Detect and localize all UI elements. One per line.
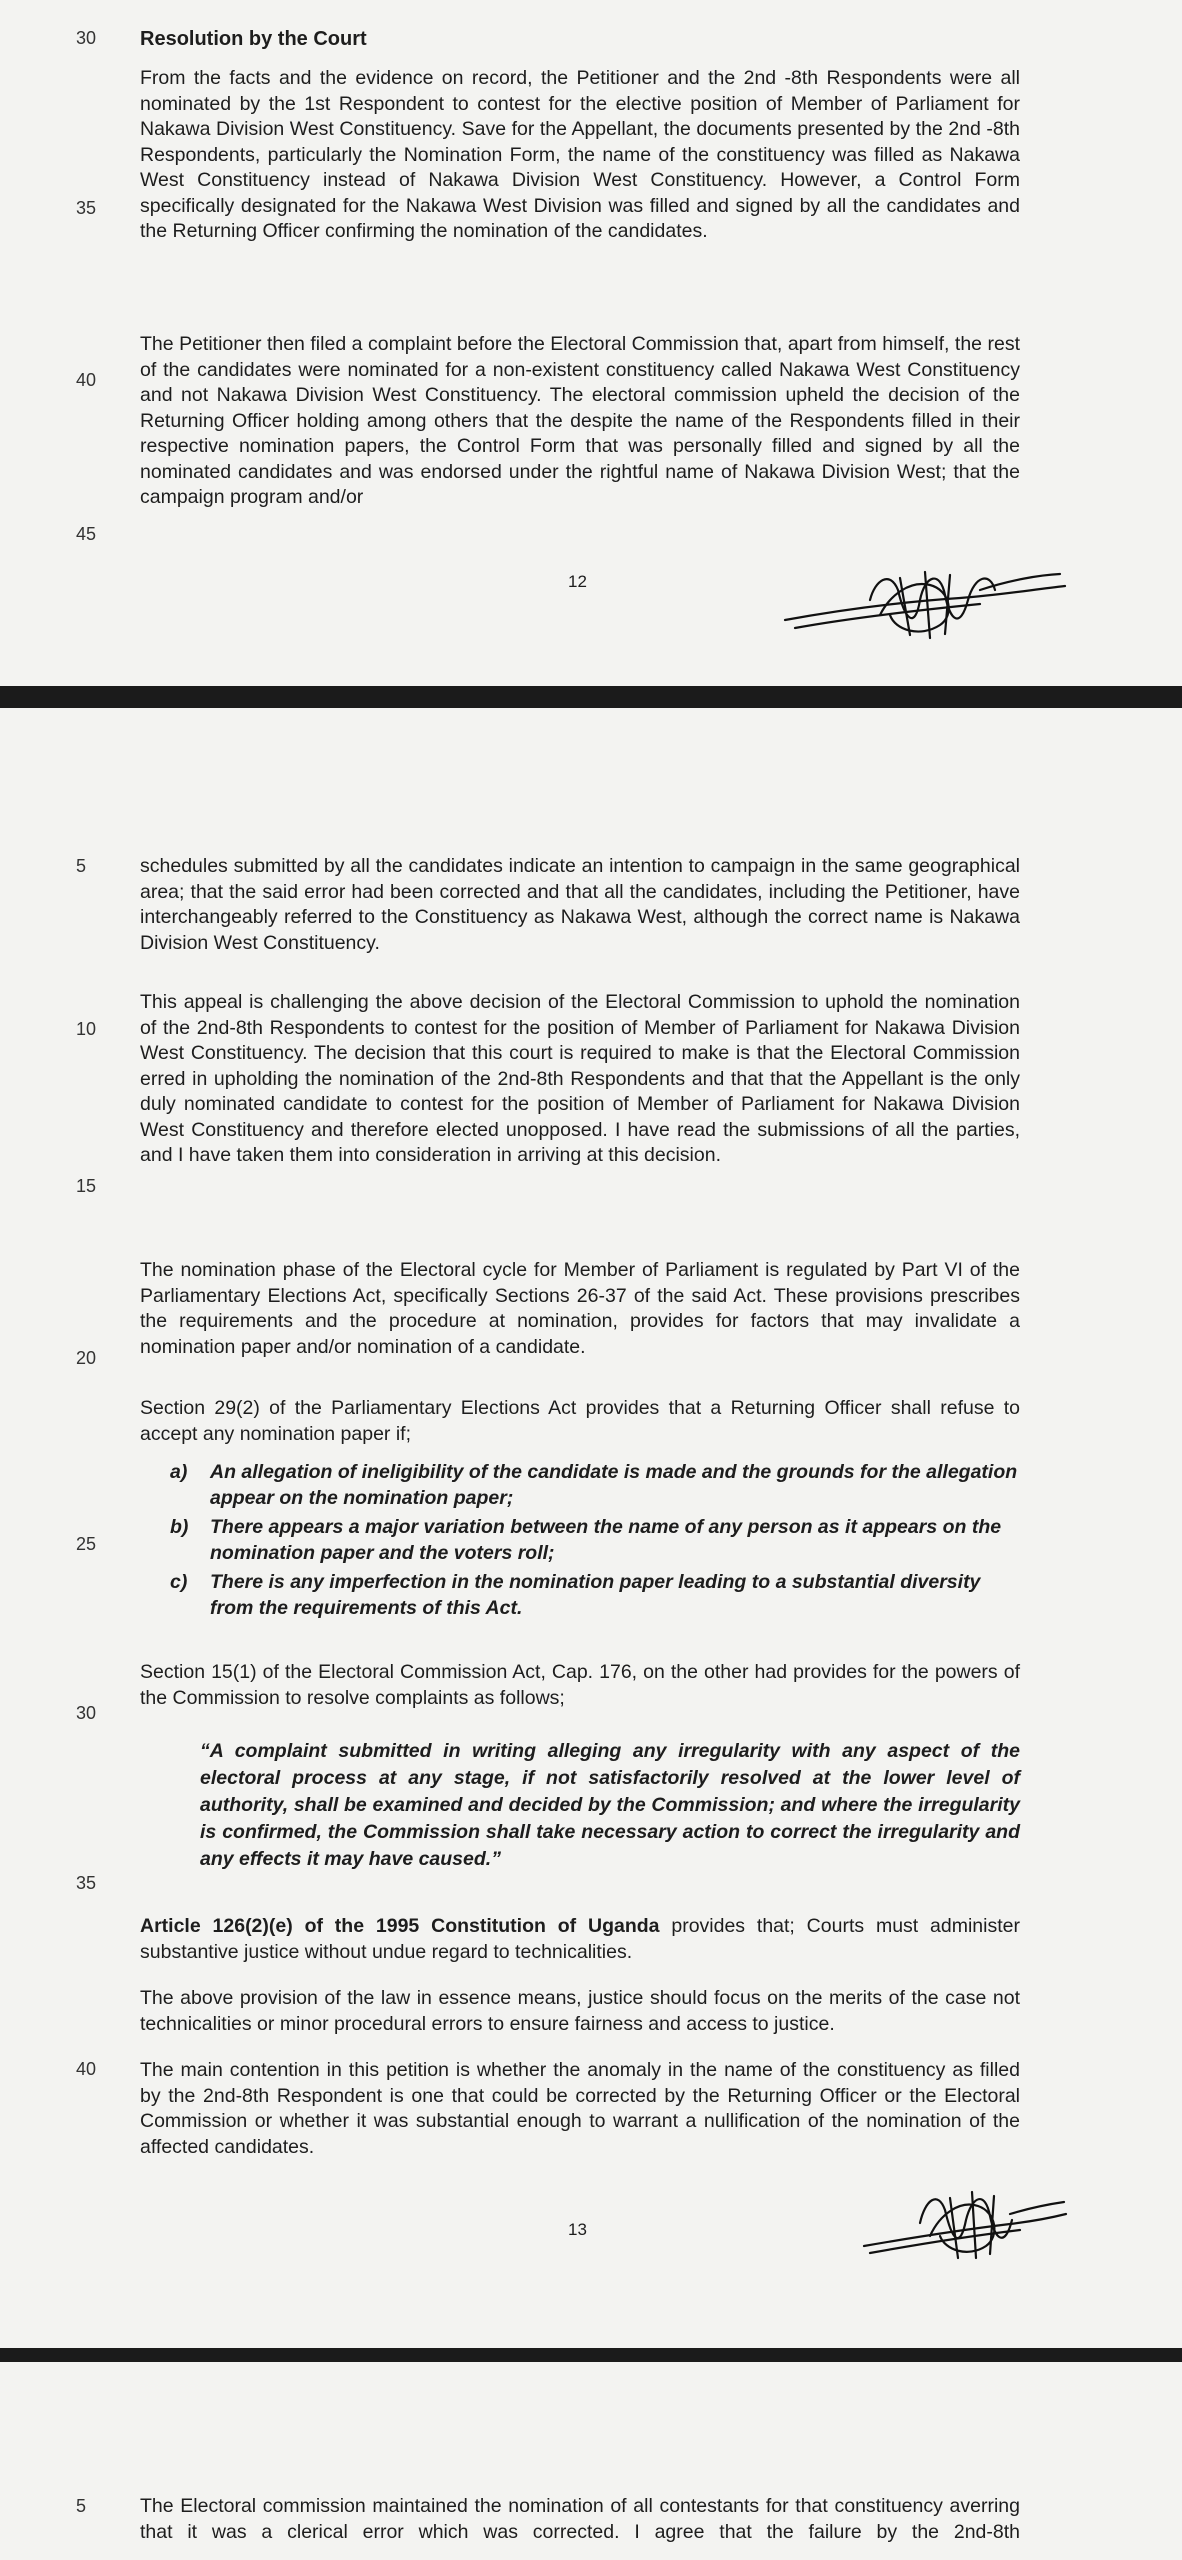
list-marker: a) — [170, 1461, 188, 1483]
list-marker: b) — [170, 1516, 189, 1538]
list-marker: c) — [170, 1571, 188, 1593]
line-number: 20 — [76, 1348, 97, 1368]
line-number: 40 — [76, 2059, 97, 2079]
paragraph: Section 29(2) of the Parliamentary Elections Act provides that a Returning Officer shall refuse to accept any nomination paper if; — [140, 1397, 1020, 1445]
page-number: 13 — [568, 2220, 587, 2239]
paragraph: From the facts and the evidence on record, the Petitioner and the 2nd -8th Respondents were all nominated by the 1st Respondent to contest for the elective position of Member of Parliament for Nakawa Division West Constituency. Save for the Appellant, the documents presented by the 2nd -8th Respondents, particularly the Nomination Form, the name of the constituency was filled as Nakawa West Constituency instead of Nakawa Division West Constituency. However, a Control Form specifically designated for the Nakawa West Division was filled and signed by all the candidates and the Returning Officer confirming the nomination of the candidates. — [140, 67, 1020, 242]
article-citation: Article 126(2)(e) of the 1995 Constitution of Uganda — [140, 1915, 660, 1937]
list-item-text: There is any imperfection in the nomination paper leading to a substantial diversity from the requirements of this Act. — [210, 1571, 981, 1619]
paragraph: schedules submitted by all the candidates indicate an intention to campaign in the same geographical area; that the said error had been corrected and that all the candidates, including the Petitioner, have interchangeably referred to the Constituency as Nakawa West, although the correct name is Nakawa Division West Constituency. — [140, 855, 1020, 954]
paragraph: Section 15(1) of the Electoral Commission Act, Cap. 176, on the other had provides for the powers of the Commission to resolve complaints as follows; — [140, 1661, 1020, 1709]
block-quote: “A complaint submitted in writing alleging any irregularity with any aspect of the electoral process at any stage, if not satisfactorily resolved at the lower level of authority, shall be examined and decided by the Commission; and where the irregularity is confirmed, the Commission shall take necessary action to correct the irregularity and any effects it may have caused.” — [200, 1740, 1020, 1870]
line-number: 10 — [76, 1019, 97, 1039]
line-number: 40 — [76, 370, 97, 390]
list-item — [170, 1570, 1020, 1621]
list-item-text: There appears a major variation between the name of any person as it appears on the nomination paper and the voters roll; — [210, 1516, 1002, 1564]
paragraph: The nomination phase of the Electoral cycle for Member of Parliament is regulated by Part VI of the Parliamentary Elections Act, specifically Sections 26-37 of the said Act. These provisions prescribes the requirements and the procedure at nomination, provides for factors that may invalidate a nomination paper and/or nomination of a candidate. — [140, 1259, 1020, 1358]
line-number: 25 — [76, 1534, 97, 1554]
document-page-12 — [0, 0, 1182, 686]
signature-icon — [860, 2178, 1070, 2268]
document-page-13 — [0, 708, 1182, 2348]
list-item — [170, 1515, 1020, 1566]
signature-icon — [780, 560, 1070, 650]
paragraph: The Electoral commission maintained the nomination of all contestants for that constituency averring that it was a clerical error which was corrected. I agree that the failure by the 2nd-8th — [140, 2495, 1020, 2543]
line-number: 30 — [76, 1703, 97, 1723]
line-number: 45 — [76, 524, 97, 544]
paragraph: The Petitioner then filed a complaint before the Electoral Commission that, apart from himself, the rest of the candidates were nominated for a non-existent constituency called Nakawa West Constituency and not Nakawa Division West Constituency. The electoral commission upheld the decision of the Returning Officer holding among others that the despite the name of the Respondents filled in their respective nomination papers, the Control Form that was personally filled and signed by all the nominated candidates and was endorsed under the rightful name of Nakawa Division West; that the campaign program and/or — [140, 333, 1020, 508]
line-number: 30 — [76, 28, 97, 48]
list-item — [170, 1460, 1020, 1511]
paragraph-text: provides that; Courts must administer substantive justice without undue regard to technicalities. — [140, 1915, 1020, 1963]
list-item-text: An allegation of ineligibility of the candidate is made and the grounds for the allegation appear on the nomination paper; — [210, 1461, 1018, 1509]
line-number: 35 — [76, 1873, 97, 1893]
document-page-14 — [0, 2362, 1182, 2560]
paragraph: The above provision of the law in essence means, justice should focus on the merits of the case not technicalities or minor procedural errors to ensure fairness and access to justice. — [140, 1987, 1020, 2035]
line-number: 5 — [76, 856, 87, 876]
page-number: 12 — [568, 572, 587, 591]
line-number: 35 — [76, 198, 97, 218]
line-number: 5 — [76, 2496, 87, 2516]
line-number: 15 — [76, 1176, 97, 1196]
paragraph — [140, 1914, 1020, 1965]
statutory-list — [170, 1460, 1020, 1625]
section-heading: Resolution by the Court — [140, 28, 367, 50]
paragraph: The main contention in this petition is whether the anomaly in the name of the constituency as filled by the 2nd-8th Respondent is one that could be corrected by the Returning Officer or the Electoral Commission or whether it was substantial enough to warrant a nullification of the nomination of the affected candidates. — [140, 2059, 1020, 2158]
paragraph: This appeal is challenging the above decision of the Electoral Commission to uphold the nomination of the 2nd-8th Respondents to contest for the position of Member of Parliament for Nakawa Division West Constituency. The decision that this court is required to make is that the Electoral Commission erred in upholding the nomination of the 2nd-8th Respondents and that that the Appellant is the only duly nominated candidate to contest for the position of Member of Parliament for Nakawa Division West Constituency and therefore elected unopposed. I have read the submissions of all the parties, and I have taken them into consideration in arriving at this decision. — [140, 991, 1020, 1166]
